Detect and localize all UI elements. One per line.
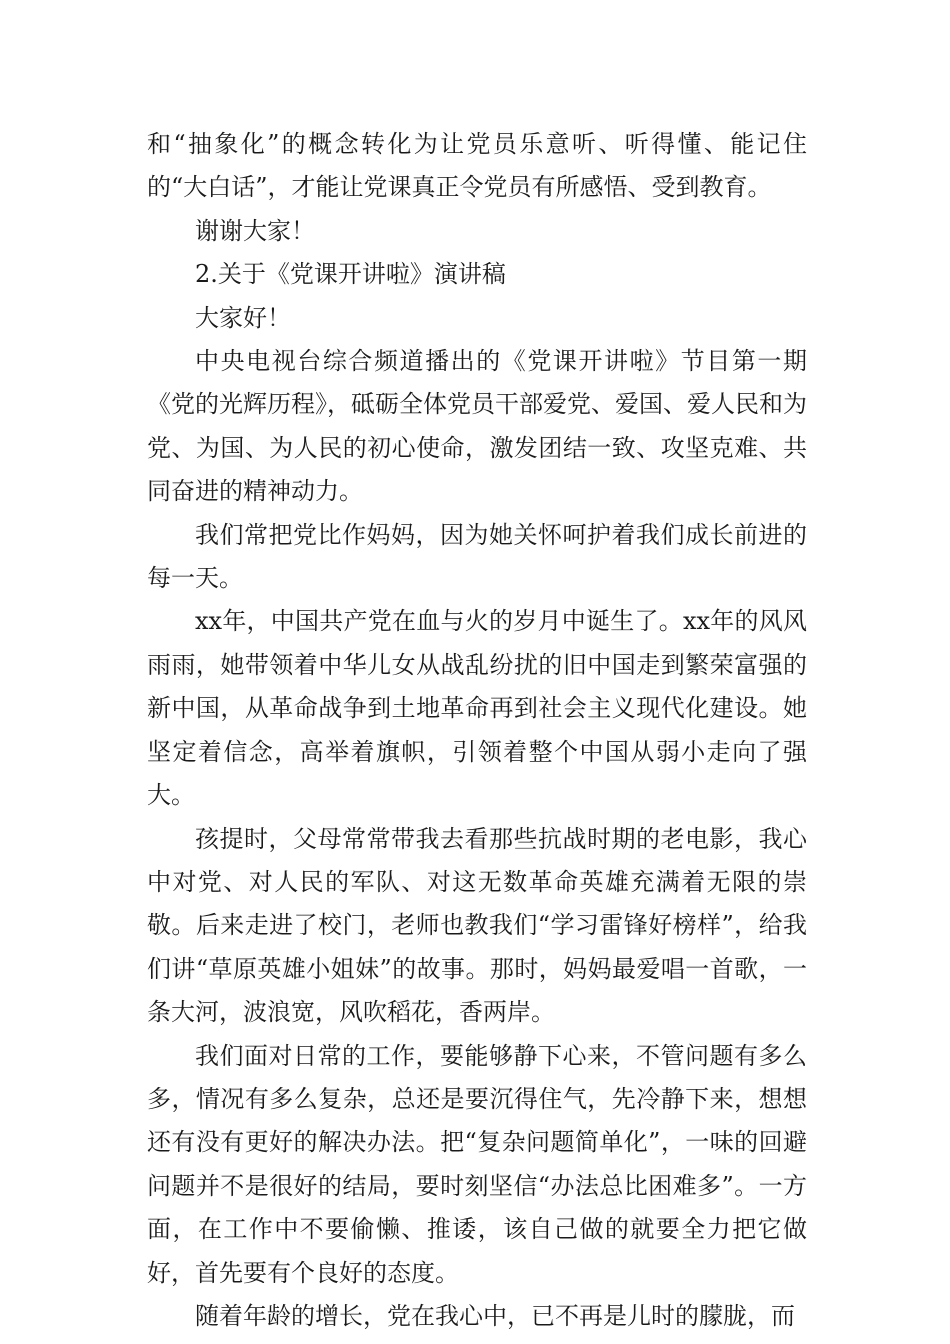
paragraph-history: xx年，中国共产党在血与火的岁月中诞生了。xx年的风风雨雨，她带领着中华儿女从战乱纷扰的旧中国走到繁荣富强的新中国，从革命战争到土地革命再到社会主义现代化建设。她坚定着信念，高举着旗帜，引领着整个中国从弱小走向了强大。 [147, 607, 807, 810]
paragraph-childhood: 孩提时，父母常常带我去看那些抗战时期的老电影，我心中对党、对人民的军队、对这无数革命英雄充满着无限的崇敬。后来走进了校门，老师也教我们“学习雷锋好榜样”，给我们讲“草原英雄小姐妹”的故事。那时，妈妈最爱唱一首歌，一条大河，波浪宽，风吹稻花，香两岸。 [147, 824, 807, 1027]
paragraph-mother: 我们常把党比作妈妈，因为她关怀呵护着我们成长前进的每一天。 [147, 520, 807, 593]
paragraph-greeting: 大家好！ [195, 303, 291, 332]
document-body [147, 123, 807, 1338]
paragraph-work: 我们面对日常的工作，要能够静下心来，不管问题有多么多，情况有多么复杂，总还是要沉得住气，先冷静下来，想想还有没有更好的解决办法。把“复杂问题简单化”，一味的回避问题并不是很好的结局，要时刻坚信“办法总比困难多”。一方面，在工作中不要偷懒、推诿，该自己做的就要全力把它做好，首先要有个良好的态度。 [147, 1041, 807, 1287]
section-heading: 2.关于《党课开讲啦》演讲稿 [195, 260, 506, 289]
paragraph-continuation: 和“抽象化”的概念转化为让党员乐意听、听得懂、能记住的“大白话”，才能让党课真正令党员有所感悟、受到教育。 [147, 130, 807, 202]
paragraph-thanks: 谢谢大家！ [195, 216, 315, 245]
paragraph-intro: 中央电视台综合频道播出的《党课开讲啦》节目第一期《党的光辉历程》，砥砺全体党员干部爱党、爱国、爱人民和为党、为国、为人民的初心使命，激发团结一致、攻坚克难、共同奋进的精神动力。 [147, 347, 807, 506]
paragraph-growth: 随着年龄的增长，党在我心中，已不再是儿时的朦胧，而 [195, 1301, 795, 1330]
